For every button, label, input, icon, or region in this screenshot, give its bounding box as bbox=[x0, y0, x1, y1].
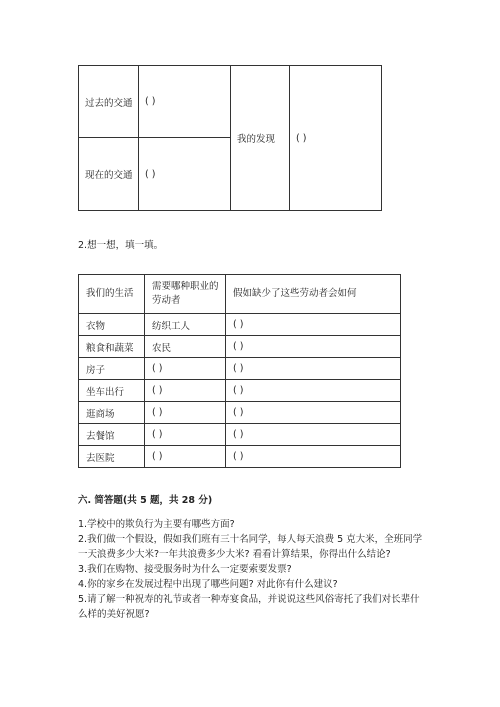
table-cell: 房子 bbox=[79, 358, 145, 380]
table-row bbox=[79, 424, 401, 446]
header-cell: 需要哪种职业的劳动者 bbox=[145, 275, 226, 314]
finding-blank: ( ) bbox=[290, 66, 382, 211]
transport-table bbox=[78, 65, 382, 211]
table-cell: ( ) bbox=[226, 314, 401, 336]
table-row bbox=[79, 380, 401, 402]
current-transport-label: 现在的交通 bbox=[79, 138, 139, 211]
table-row bbox=[79, 402, 401, 424]
table-row bbox=[79, 358, 401, 380]
table-cell: ( ) bbox=[226, 358, 401, 380]
table-cell: 衣物 bbox=[79, 314, 145, 336]
workers-table bbox=[78, 274, 401, 468]
table-cell: 粮食和蔬菜 bbox=[79, 336, 145, 358]
table-cell: ( ) bbox=[145, 446, 226, 468]
table-cell: 去医院 bbox=[79, 446, 145, 468]
question-item: 5.请了解一种祝寿的礼节或者一种寿宴食品，并说说这些风俗寄托了我们对长辈什么样的美好祝愿? bbox=[78, 594, 420, 620]
table-cell: ( ) bbox=[145, 358, 226, 380]
table-cell: ( ) bbox=[226, 336, 401, 358]
table-cell: 坐车出行 bbox=[79, 380, 145, 402]
table-cell: ( ) bbox=[145, 424, 226, 446]
question-item: 1.学校中的欺负行为主要有哪些方面? bbox=[78, 519, 235, 530]
finding-label: 我的发现 bbox=[231, 66, 290, 211]
current-transport-blank: ( ) bbox=[139, 138, 231, 211]
question-item: 2.我们做一个假设，假如我们班有三十名同学，每人每天浪费 5 克大米，全班同学一天浪费多少大米?一年共浪费多少大米? 看看计算结果，你得出什么结论? bbox=[78, 534, 423, 560]
table-cell: ( ) bbox=[226, 446, 401, 468]
question-item: 3.我们在购物、接受服务时为什么一定要索要发票? bbox=[78, 564, 292, 575]
table-cell: ( ) bbox=[145, 380, 226, 402]
header-cell: 我们的生活 bbox=[79, 275, 145, 314]
table-cell: 去餐馆 bbox=[79, 424, 145, 446]
question-item: 4.你的家乡在发展过程中出现了哪些问题? 对此你有什么建议? bbox=[78, 579, 338, 590]
section-2-title: 2.想一想，填一填。 bbox=[78, 240, 164, 251]
section-6-title: 六. 简答题(共 5 题，共 28 分) bbox=[78, 495, 213, 506]
header-cell: 假如缺少了这些劳动者会如何 bbox=[226, 275, 401, 314]
table-cell: 纺织工人 bbox=[145, 314, 226, 336]
table-row bbox=[79, 314, 401, 336]
question-list bbox=[78, 517, 428, 622]
table-header-row bbox=[79, 275, 401, 314]
table-cell: 逛商场 bbox=[79, 402, 145, 424]
past-transport-blank: ( ) bbox=[139, 66, 231, 138]
past-transport-label: 过去的交通 bbox=[79, 66, 139, 138]
table-cell: ( ) bbox=[145, 402, 226, 424]
table-cell: ( ) bbox=[226, 424, 401, 446]
table-row bbox=[79, 446, 401, 468]
table-row bbox=[79, 336, 401, 358]
table-cell: 农民 bbox=[145, 336, 226, 358]
table-cell: ( ) bbox=[226, 402, 401, 424]
table-cell: ( ) bbox=[226, 380, 401, 402]
